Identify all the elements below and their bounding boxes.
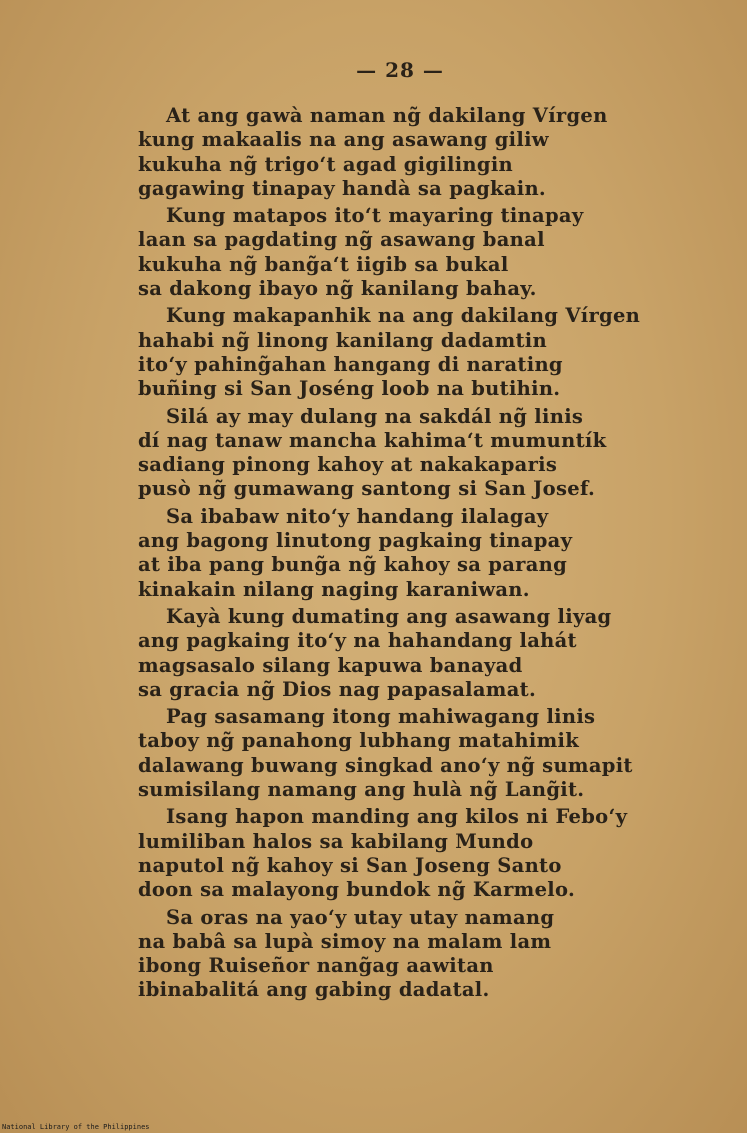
poem-line: ang pagkaing ito‘y na hahandang lahát xyxy=(138,629,577,653)
poem-line: ibinabalitá ang gabing dadatal. xyxy=(138,978,490,1002)
poem-line: kinakain nilang naging karaniwan. xyxy=(138,577,530,601)
stanza xyxy=(138,304,678,401)
poem-line: Sa oras na yao‘y utay utay namang xyxy=(166,905,555,929)
poem-line: ito‘y pahing̃ahan hangang di narating xyxy=(138,352,563,376)
poem-line: sa dakong ibayo ng̃ kanilang bahay. xyxy=(138,277,537,301)
stanza xyxy=(138,204,678,301)
poem-line: taboy ng̃ panahong lubhang matahimik xyxy=(138,729,580,753)
stanza xyxy=(138,505,678,602)
poem-line: dalawang buwang singkad ano‘y ng̃ sumapit xyxy=(138,753,633,777)
poem-line: na babâ sa lupà simoy na malam lam xyxy=(138,929,552,953)
poem-line: Pag sasamang itong mahiwagang linis xyxy=(166,705,596,729)
poem-body xyxy=(138,104,678,1006)
poem-line: dí nag tanaw mancha kahima‘t mumuntík xyxy=(138,428,607,452)
poem-line: buñing si San Joséng loob na butihin. xyxy=(138,377,561,401)
poem-line: kukuha ng̃ bang̃a‘t iigib sa bukal xyxy=(138,252,509,276)
poem-line: lumiliban halos sa kabilang Mundo xyxy=(138,829,534,853)
stanza xyxy=(138,705,678,802)
poem-line: Kayà kung dumating ang asawang liyag xyxy=(166,604,612,628)
poem-line: sadiang pinong kahoy at nakakaparis xyxy=(138,453,558,477)
poem-line: naputol ng̃ kahoy si San Joseng Santo xyxy=(138,853,562,877)
stanza xyxy=(138,605,678,702)
page-number: — 28 — xyxy=(356,58,444,82)
poem-line: hahabi ng̃ linong kanilang dadamtin xyxy=(138,328,547,352)
poem-line: laan sa pagdating ng̃ asawang banal xyxy=(138,228,545,252)
poem-line: magsasalo silang kapuwa banayad xyxy=(138,653,523,677)
poem-line: At ang gawà naman ng̃ dakilang Vírgen xyxy=(166,104,608,127)
poem-line: sa gracia ng̃ Dios nag papasalamat. xyxy=(138,677,537,701)
poem-line: kung makaalis na ang asawang giliw xyxy=(138,128,549,152)
stanza xyxy=(138,104,678,201)
poem-line: Kung makapanhik na ang dakilang Vírgen xyxy=(166,304,641,328)
stanza xyxy=(138,805,678,902)
poem-line: ang bagong linutong pagkaing tinapay xyxy=(138,529,573,553)
stanza xyxy=(138,906,678,1003)
poem-line: doon sa malayong bundok ng̃ Karmelo. xyxy=(138,878,576,902)
poem-line: Isang hapon manding ang kilos ni Febo‘y xyxy=(166,805,628,829)
poem-line: sumisilang namang ang hulà ng̃ Lang̃it. xyxy=(138,778,585,802)
poem-line: Sa ibabaw nito‘y handang ilalagay xyxy=(166,504,549,528)
poem-line: Kung matapos ito‘t mayaring tinapay xyxy=(166,204,584,228)
poem-line: gagawing tinapay handà sa pagkain. xyxy=(138,176,547,200)
poem-line: Silá ay may dulang na sakdál ng̃ linis xyxy=(166,404,584,428)
poem-line: kukuha ng̃ trigo‘t agad gigilingin xyxy=(138,152,514,176)
stanza xyxy=(138,405,678,502)
poem-line: pusò ng̃ gumawang santong si San Josef. xyxy=(138,477,596,501)
poem-line: ibong Ruiseñor nang̃ag aawitan xyxy=(138,954,494,978)
poem-line: at iba pang bung̃a ng̃ kahoy sa parang xyxy=(138,553,568,577)
library-footer: National Library of the Philippines xyxy=(2,1123,150,1131)
